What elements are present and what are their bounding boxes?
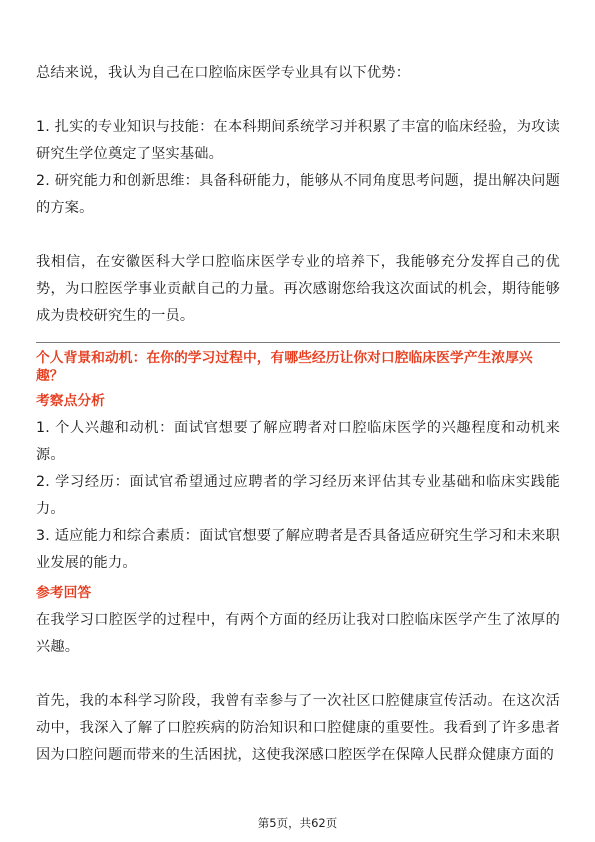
analysis-item: 2. 学习经历：面试官希望通过应聘者的学习经历来评估其专业基础和临床实践能力。	[36, 474, 560, 517]
section-divider	[36, 342, 560, 343]
advantage-point-2: 2. 研究能力和创新思维：具备科研能力，能够从不同角度思考问题，提出解决问题的方案。	[36, 173, 560, 216]
answer-heading: 参考回答	[36, 585, 92, 601]
answer-paragraph: 首先，我的本科学习阶段，我曾有幸参与了一次社区口腔健康宣传活动。在这次活动中，我深入了解了口腔疾病的防治知识和口腔健康的重要性。我看到了许多患者因为口腔问题而带来的生活困扰，这使我深感口腔医学在保障人民群众健康方面的	[36, 693, 560, 763]
analysis-heading: 考察点分析	[36, 393, 105, 409]
analysis-item: 3. 适应能力和综合素质：面试官想要了解应聘者是否具备适应研究生学习和未来职业发展的能力。	[36, 528, 560, 571]
spacer	[36, 87, 560, 114]
spacer	[36, 222, 560, 249]
page-content	[36, 60, 560, 769]
answer-paragraph: 在我学习口腔医学的过程中，有两个方面的经历让我对口腔临床医学产生了浓厚的兴趣。	[36, 612, 560, 655]
advantage-point-1: 1. 扎实的专业知识与技能：在本科期间系统学习并积累了丰富的临床经验，为攻读研究生学位奠定了坚实基础。	[36, 119, 560, 162]
page-number: 第5页，共62页	[257, 816, 338, 830]
spacer	[36, 661, 560, 688]
closing-paragraph: 我相信，在安徽医科大学口腔临床医学专业的培养下，我能够充分发挥自己的优势，为口腔医学事业贡献自己的力量。再次感谢您给我这次面试的机会，期待能够成为贵校研究生的一员。	[36, 254, 560, 324]
analysis-item: 1. 个人兴趣和动机：面试官想要了解应聘者对口腔临床医学的兴趣程度和动机来源。	[36, 420, 560, 463]
interview-question: 个人背景和动机：在你的学习过程中，有哪些经历让你对口腔临床医学产生浓厚兴趣？	[36, 350, 533, 384]
summary-paragraph: 总结来说，我认为自己在口腔临床医学专业具有以下优势：	[36, 65, 411, 81]
